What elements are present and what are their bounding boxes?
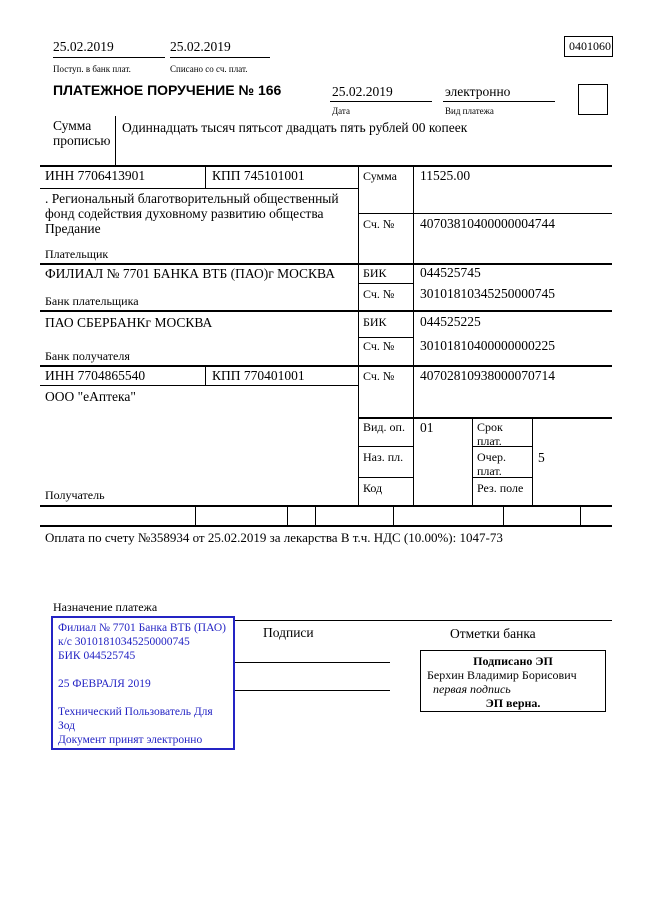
table-line [358,283,413,284]
table-line [287,505,288,525]
payer-bank-bik: 044525745 [420,265,481,280]
table-line [40,505,612,507]
date-underline [330,101,432,102]
naz-pl-label: Наз. пл. [363,450,404,464]
payer-label: Плательщик [45,247,109,261]
kod-label: Код [363,481,383,495]
table-line [40,188,358,189]
payer-name: . Региональный благотворительный общественный фонд содействия духовному развитию общества Предание [45,191,339,236]
sum-label: Сумма [363,169,397,183]
srok-plat-label: Срок плат. [477,420,503,448]
table-line [205,365,206,385]
payer-bank-account: 30101810345250000745 [420,286,555,301]
received-in-bank-date: 25.02.2019 [53,39,114,54]
document-date: 25.02.2019 [332,84,393,99]
stamp-corr-account: к/с 30101810345250000745 [58,636,190,648]
signatures-label: Подписи [263,625,314,640]
payer-bank-label: Банк плательщика [45,294,139,308]
stamp-accepted: Документ принят электронно [58,734,203,746]
stamp-spacer [58,663,228,677]
payer-account: 40703810400000004744 [420,216,555,231]
form-code-box [564,36,613,57]
document-title: ПЛАТЕЖНОЕ ПОРУЧЕНИЕ № 166 [53,82,282,98]
table-line [358,213,612,214]
table-line [358,477,413,478]
received-in-bank-label: Поступ. в банк плат. [53,64,131,74]
vid-op-value: 01 [420,420,434,435]
table-line [205,165,206,188]
amount-words-label: Сумма прописью [53,118,111,148]
payment-type: электронно [445,84,511,99]
table-line [503,505,504,525]
table-line [195,505,196,525]
payee-account: 40702810938000070714 [420,368,555,383]
form-code: 0401060 [569,39,611,53]
payee-bank-name: ПАО СБЕРБАНКг МОСКВА [45,315,213,330]
table-line [358,337,413,338]
table-line [472,417,473,505]
table-line [413,165,414,505]
signature-line [235,690,390,691]
signatures-top-line [235,620,612,621]
amount-words-value: Одиннадцать тысяч пятьсот двадцать пять рублей 00 копеек [122,120,468,135]
signature-line [235,662,390,663]
table-line [40,165,612,167]
bank-acceptance-stamp [51,616,235,750]
ep-valid-label: ЭП верна. [485,696,541,710]
payer-account-label: Сч. № [363,217,395,231]
table-line [532,417,533,505]
payee-account-label: Сч. № [363,369,395,383]
signer-name: Берхин Владимир Борисович [427,668,577,682]
amount-words-divider [115,116,116,165]
bank-marks-label: Отметки банка [450,626,536,641]
table-line [315,505,316,525]
payee-inn: ИНН 7704865540 [45,368,146,383]
first-signature-label: первая подпись [433,682,511,696]
table-line [358,446,413,447]
debited-date-underline [170,57,270,58]
ocher-plat-label: Очер. плат. [477,450,507,478]
payer-kpp: КПП 745101001 [212,168,305,183]
sum-value: 11525.00 [420,168,471,183]
debited-date: 25.02.2019 [170,39,231,54]
stamp-date: 25 ФЕВРАЛЯ 2019 [58,678,151,690]
payer-bank-name: ФИЛИАЛ № 7701 БАНКА ВТБ (ПАО)г МОСКВА [45,266,335,281]
payee-bank-account-label: Сч. № [363,339,395,353]
vid-op-label: Вид. оп. [363,420,405,434]
payer-inn: ИНН 7706413901 [45,168,146,183]
table-line [40,365,612,367]
payee-bank-label: Банк получателя [45,349,130,363]
payment-type-underline [443,101,555,102]
received-date-underline [53,57,165,58]
rez-pole-label: Рез. поле [477,481,524,495]
table-line [40,525,612,527]
payee-label: Получатель [45,488,105,502]
payment-type-label: Вид платежа [445,106,494,116]
payment-purpose-text: Оплата по счету №358934 от 25.02.2019 за лекарства В т.ч. НДС (10.00%): 1047-73 [45,530,503,545]
ocher-plat-value: 5 [538,450,545,465]
payee-kpp: КПП 770401001 [212,368,305,383]
debited-label: Списано со сч. плат. [170,64,248,74]
stamp-bank-name: Филиал № 7701 Банка ВТБ (ПАО) [58,622,226,634]
payee-bank-bik: 044525225 [420,314,481,329]
table-line [393,505,394,525]
payee-bank-bik-label: БИК [363,315,387,329]
table-line [358,417,612,419]
table-line [40,263,612,265]
payer-bank-bik-label: БИК [363,266,387,280]
table-line [580,505,581,525]
payee-name: ООО "еАптека" [45,389,136,404]
table-line [40,385,358,386]
stamp-spacer [58,691,228,705]
signature-stamp [420,650,606,712]
table-line [40,310,612,312]
signed-ep-label: Подписано ЭП [473,654,553,668]
empty-checkbox [578,84,608,115]
payee-bank-account: 30101810400000000225 [420,338,555,353]
table-line [358,165,359,505]
payer-bank-account-label: Сч. № [363,287,395,301]
stamp-user: Технический Пользователь Для Зод [58,706,213,732]
stamp-bik: БИК 044525745 [58,650,136,662]
payment-purpose-label: Назначение платежа [53,600,158,614]
date-label: Дата [332,106,350,116]
